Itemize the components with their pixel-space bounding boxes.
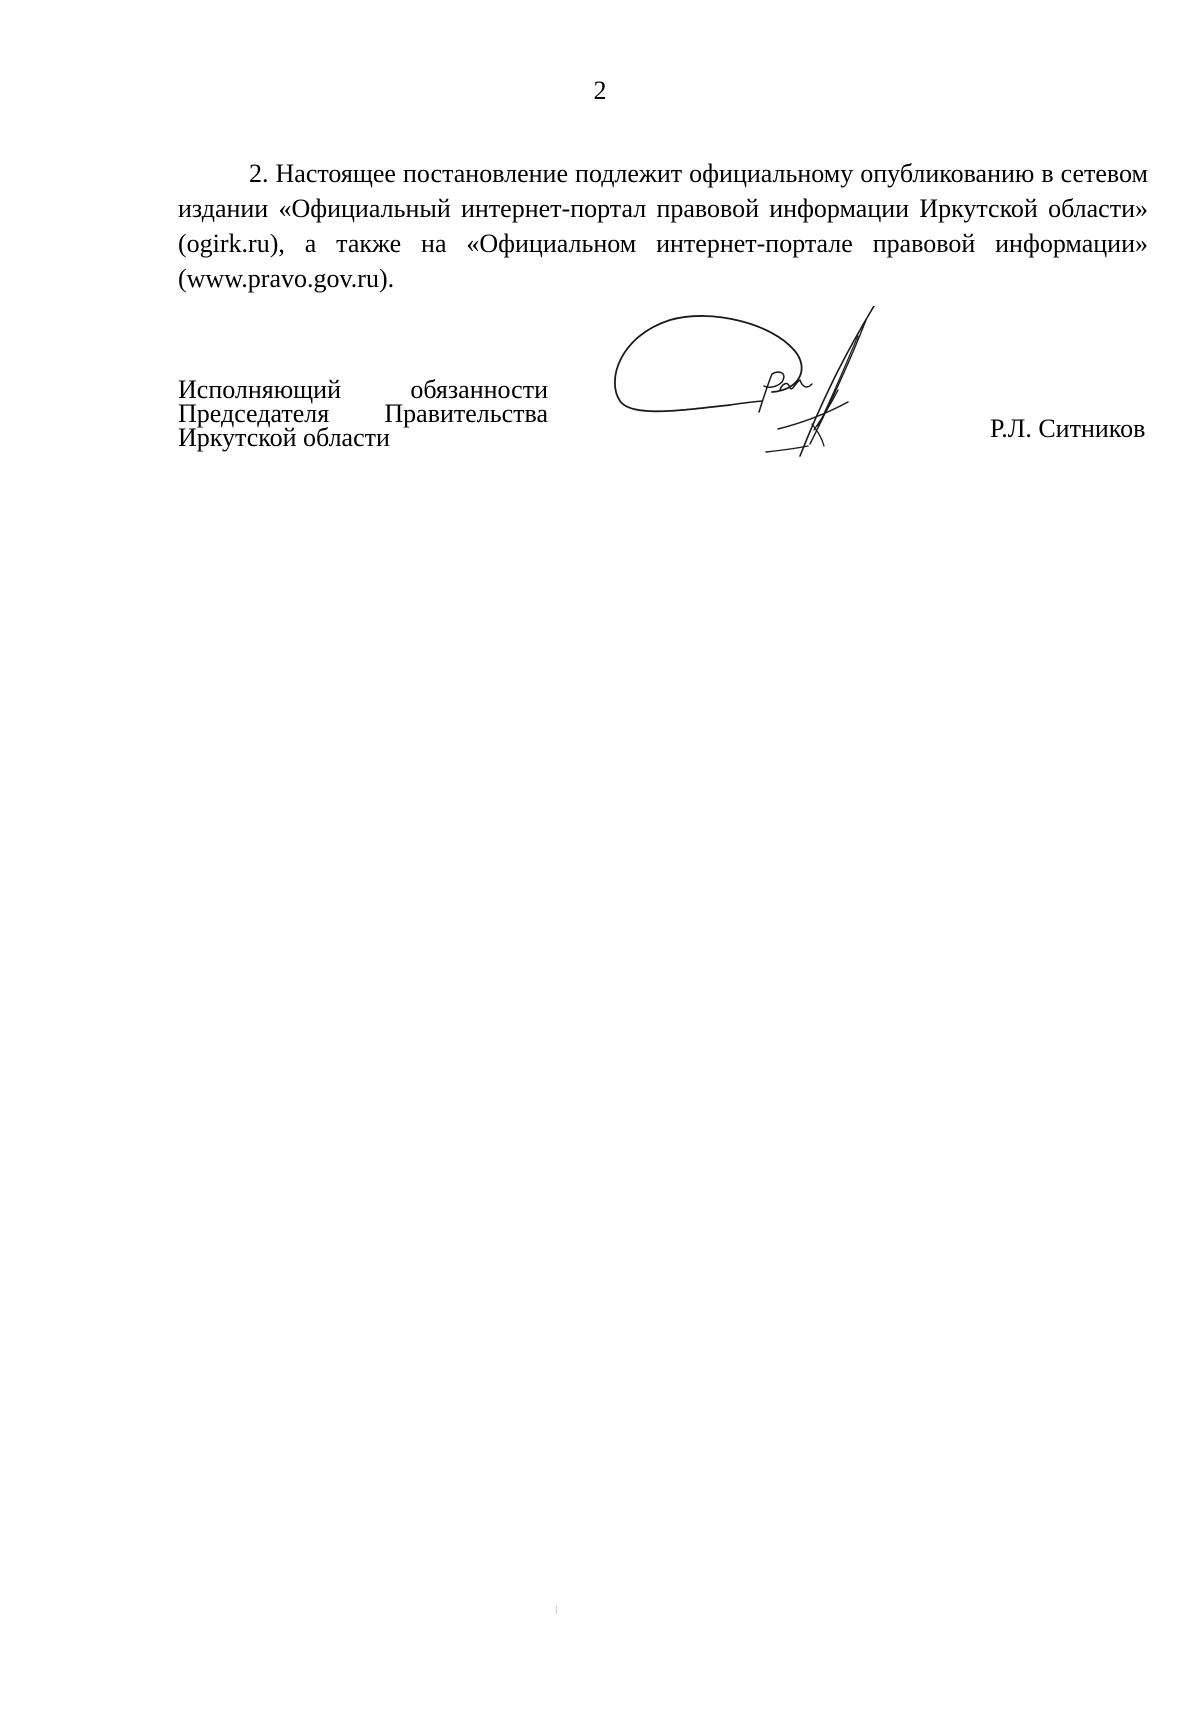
scan-artifact <box>556 1606 557 1614</box>
signer-title-word: Исполняющий <box>178 375 342 404</box>
signer-name: Р.Л. Ситников <box>990 414 1146 443</box>
publication-paragraph: 2. Настоящее постановление подлежит официальному опубликованию в сетевом издании «Официальный интернет-портал правовой информации Иркутской области» (ogirk.ru), а также на «Официальном интернет-портале правовой информации» (www.pravo.gov.ru). <box>178 159 1148 293</box>
signer-title-line-3: Иркутской области <box>178 423 390 452</box>
signer-title-word: Председателя <box>178 399 330 428</box>
signer-title-word: обязанности <box>410 375 548 404</box>
signer-title-word: Правительства <box>384 399 548 428</box>
page-number: 2 <box>593 76 607 105</box>
signature-icon <box>612 306 912 476</box>
signer-title <box>178 375 548 452</box>
